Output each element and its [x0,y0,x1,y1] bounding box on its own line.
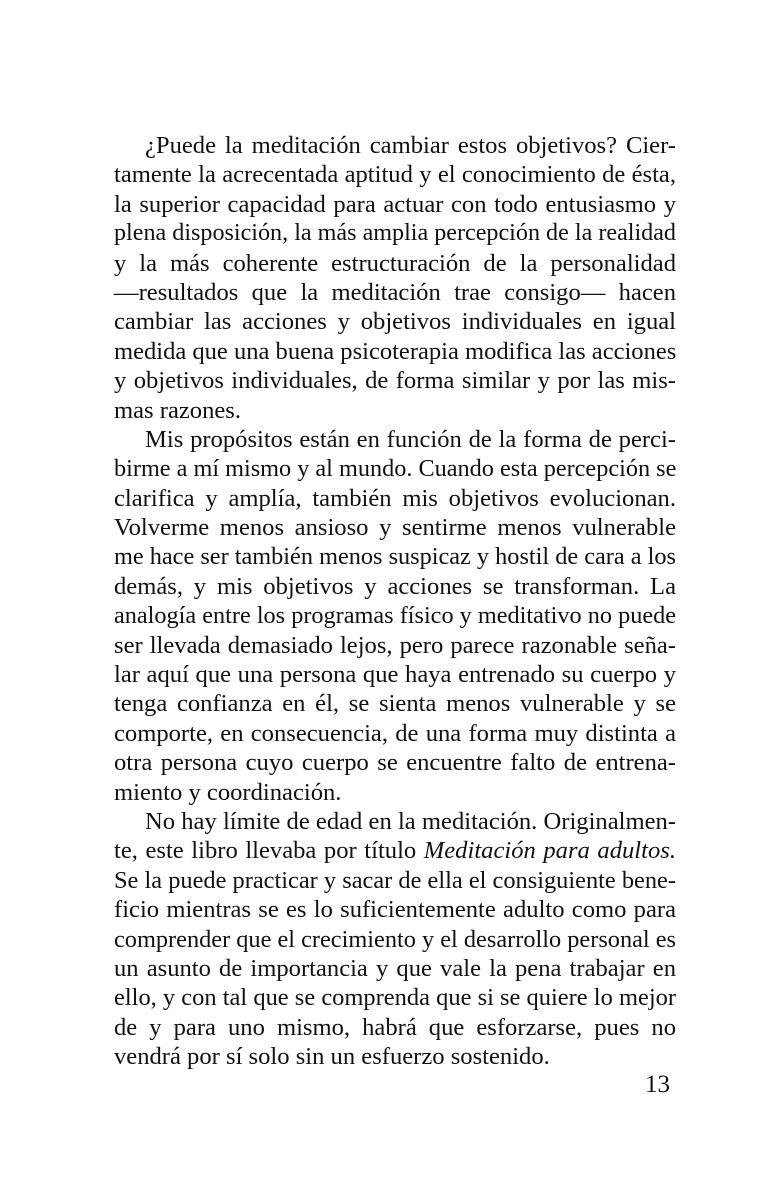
text-line: lar aquí que una persona que haya entrenado su cuerpo y [114,661,676,689]
text-line: comporte, en consecuencia, de una forma muy distinta a [114,719,676,747]
text-line: y la más coherente estructuración de la personalidad [114,249,676,277]
text-line: de y para uno mismo, habrá que esforzarse, pues no [114,1013,676,1041]
text-line: vendrá por sí solo sin un esfuerzo sostenido. [114,1043,550,1071]
text-line: otra persona cuyo cuerpo se encuentre falto de entrena- [114,749,676,777]
text-line-with-title [114,836,676,865]
text-line: miento y coordinación. [114,778,342,806]
text-line: Mis propósitos están en función de la forma de perci- [145,425,676,453]
text-line: ello, y con tal que se comprenda que si se quiere lo mejor [114,984,676,1012]
book-title-italic: Meditación para adultos. [423,837,676,865]
text-line: ficio mientras se es lo suficientemente adulto como para [114,896,676,924]
text-line: la superior capacidad para actuar con todo entusiasmo y [114,190,676,218]
text-segment: te, este libro llevaba por título [114,837,424,865]
text-line: tamente la acrecentada aptitud y el conocimiento de ésta, [114,161,676,189]
text-line: cambiar las acciones y objetivos individuales en igual [114,308,676,336]
text-line: medida que una buena psicoterapia modifica las acciones [114,337,677,365]
text-line: tenga confianza en él, se sienta menos vulnerable y se [114,690,676,718]
text-line: Volverme menos ansioso y sentirme menos vulnerable [114,514,676,542]
text-line: ¿Puede la meditación cambiar estos objetivos? Cier- [145,132,676,159]
page-number: 13 [645,1071,670,1098]
text-line: un asunto de importancia y que vale la pena trabajar en [114,954,676,982]
text-line: birme a mí mismo y al mundo. Cuando esta percepción se [114,455,677,483]
text-line: ser llevada demasiado lejos, pero parece razonable seña- [114,631,676,659]
text-line: comprender que el crecimiento y el desarrollo personal es [114,925,677,953]
text-line: —resultados que la meditación trae consigo— hacen [114,278,676,306]
body-text [114,131,676,1072]
text-line: analogía entre los programas físico y meditativo no puede [114,602,676,630]
text-line: clarifica y amplía, también mis objetivos evolucionan. [114,484,676,512]
text-line: No hay límite de edad en la meditación. Originalmen- [145,807,676,835]
text-line: plena disposición, la más amplia percepción de la realidad [114,220,676,247]
text-line: me hace ser también menos suspicaz y hostil de cara a los [114,543,676,571]
text-line: mas razones. [114,396,242,424]
text-line: Se la puede practicar y sacar de ella el consiguiente bene- [114,866,676,894]
text-line: demás, y mis objetivos y acciones se transforman. La [114,572,676,600]
text-line: y objetivos individuales, de forma similar y por las mis- [114,367,676,395]
